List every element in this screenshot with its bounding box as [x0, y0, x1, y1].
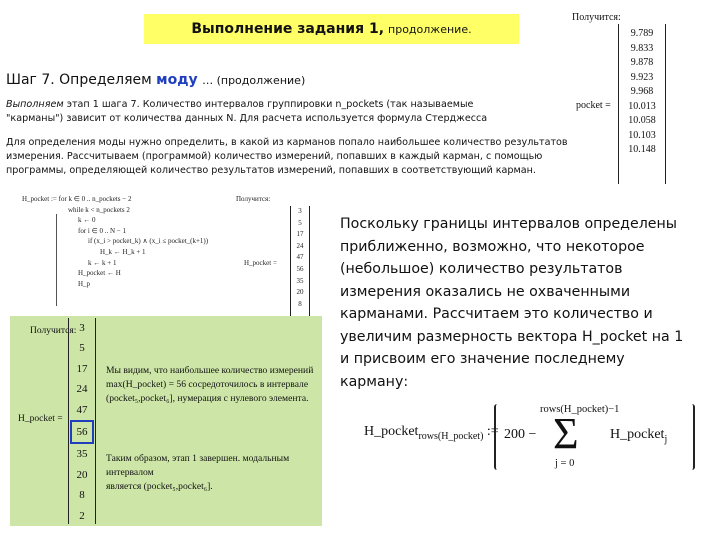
explanation-line: приближенно, возможно, что некоторое	[340, 238, 645, 255]
program-line: if (x_i > pocket_k) ∧ (x_i ≤ pocket_(k+1))	[88, 237, 209, 246]
paragraph-mode	[6, 136, 581, 178]
green-value-max: 56	[70, 420, 94, 444]
green-value: 47	[76, 403, 88, 416]
para2-line: Для определения моды нужно определить, в какой из карманов попало наибольшее количество результатов	[6, 137, 568, 148]
program-bracket	[56, 214, 57, 306]
explanation-line: карманами. Рассчитаем это количество и	[340, 306, 653, 322]
pocket-value: 9.789	[630, 28, 654, 39]
formula-lhs	[364, 424, 499, 442]
green-value: 24	[76, 383, 88, 396]
green-vector	[68, 318, 96, 524]
note-line: Мы видим, что наибольшее количество измерений	[106, 365, 314, 376]
program-vector	[290, 206, 310, 318]
program-value: 35	[296, 276, 304, 285]
program-value: 47	[296, 253, 304, 262]
explanation-line: Поскольку границы интервалов определены	[340, 216, 677, 232]
green-note-done	[106, 452, 320, 494]
paragraph-sturges	[6, 98, 566, 126]
green-value: 35	[76, 448, 88, 461]
pocket-value: 9.923	[630, 71, 654, 83]
formula-lhs-sub: rows(H_pocket)	[418, 430, 484, 442]
pocket-value: 10.058	[628, 115, 656, 126]
formula-term-sub: j	[664, 433, 668, 445]
formula-lhs-name: H_pocket	[364, 424, 419, 439]
para2-line: измерения. Рассчитываем (программой) количество измерений, попавших в каждый карман, с помощью	[6, 151, 543, 162]
explanation-line: увеличим размерность вектора H_pocket на 1	[340, 328, 684, 345]
program-line: H_k ← H_k + 1	[100, 247, 146, 256]
explanation-line: измерения оказались не охваченными	[340, 283, 631, 300]
program-line: H_pocket := for k ∈ 0 .. n_pockets − 2	[22, 195, 132, 203]
formula-sum-top: rows(H_pocket)−1	[540, 404, 620, 415]
program-line: while k < n_pockets 2	[68, 205, 130, 214]
note-line: является (pocket₅,pocket₆].	[106, 481, 213, 492]
pocket-vector	[618, 24, 666, 184]
green-value: 2	[79, 509, 85, 522]
program-value: 20	[296, 288, 304, 297]
pocket-value: 9.968	[630, 86, 654, 97]
explanation-line: карману:	[340, 373, 409, 390]
program-label: H_pocket =	[244, 259, 277, 267]
note-line: Таким образом, этап 1 завершен. модальным интервалом	[106, 453, 290, 478]
program-value: 24	[296, 241, 304, 250]
para1-line: этап 1 шага 7. Количество интервалов группировки n_pockets (так называемые	[66, 99, 474, 110]
formula-assign: :=	[486, 424, 499, 439]
formula-const: 200 −	[504, 427, 537, 442]
program-listing	[22, 194, 222, 289]
sum-icon: Σ	[553, 409, 579, 458]
explanation-line: (небольшое) количество результатов	[340, 261, 623, 277]
step-label: Шаг 7. Определяем	[6, 72, 152, 88]
title-banner	[144, 14, 519, 44]
green-label: H_pocket =	[18, 414, 63, 424]
pocket-label: pocket =	[576, 100, 611, 111]
note-line: max(H_pocket) = 56 сосредоточилось в интервале	[106, 379, 309, 390]
step-tail: … (продолжение)	[202, 74, 306, 87]
program-value: 3	[298, 207, 302, 215]
program-caption: Получится:	[236, 195, 271, 203]
explanation-line: и присвоим его значение последнему	[340, 351, 625, 367]
explanation-text	[340, 213, 710, 393]
program-value: 8	[298, 299, 302, 308]
para2-line: программы, определяющей количество результатов измерений, попавших в соответствующий карман.	[6, 165, 536, 176]
program-line: for i ∈ 0 .. N − 1	[78, 226, 126, 235]
step-heading	[6, 72, 305, 88]
formula-term	[610, 427, 667, 445]
para1-lead: Выполняем	[6, 99, 64, 110]
step-keyword: моду	[156, 72, 198, 88]
green-value: 3	[79, 322, 85, 334]
pocket-value: 10.103	[628, 129, 656, 141]
pocket-value: 10.013	[628, 100, 656, 112]
green-value: 17	[76, 362, 88, 375]
green-value: 8	[79, 489, 85, 502]
green-value: 5	[79, 342, 85, 355]
program-line: k ← k + 1	[88, 258, 117, 267]
green-caption: Получится:	[30, 326, 77, 336]
title-suffix: продолжение.	[388, 22, 472, 36]
program-line: H_pocket ← H	[78, 269, 121, 278]
green-note-max	[106, 364, 320, 406]
para1-line: "карманы") зависит от количества данных N. Для расчета используется формула Стерджесса	[6, 113, 488, 124]
formula-sum-bottom: j = 0	[555, 458, 575, 469]
program-value: 56	[296, 264, 304, 273]
program-line: H_p	[78, 279, 91, 288]
title-text: Выполнение задания 1,	[191, 21, 385, 37]
note-line: (pocket₅,pocket₆], нумерация с нулевого элемента.	[106, 393, 309, 404]
pocket-value: 9.833	[630, 42, 654, 54]
pocket-caption: Получится:	[572, 12, 621, 23]
green-value: 20	[76, 468, 88, 481]
pocket-value: 9.878	[630, 57, 654, 68]
program-value: 5	[298, 218, 302, 227]
program-line: k ← 0	[78, 216, 96, 225]
program-value: 17	[296, 230, 304, 239]
pocket-value: 10.148	[628, 144, 656, 155]
formula-term-name: H_pocket	[610, 427, 665, 442]
formula-paren-left	[494, 404, 497, 470]
formula-paren-right	[692, 404, 695, 470]
